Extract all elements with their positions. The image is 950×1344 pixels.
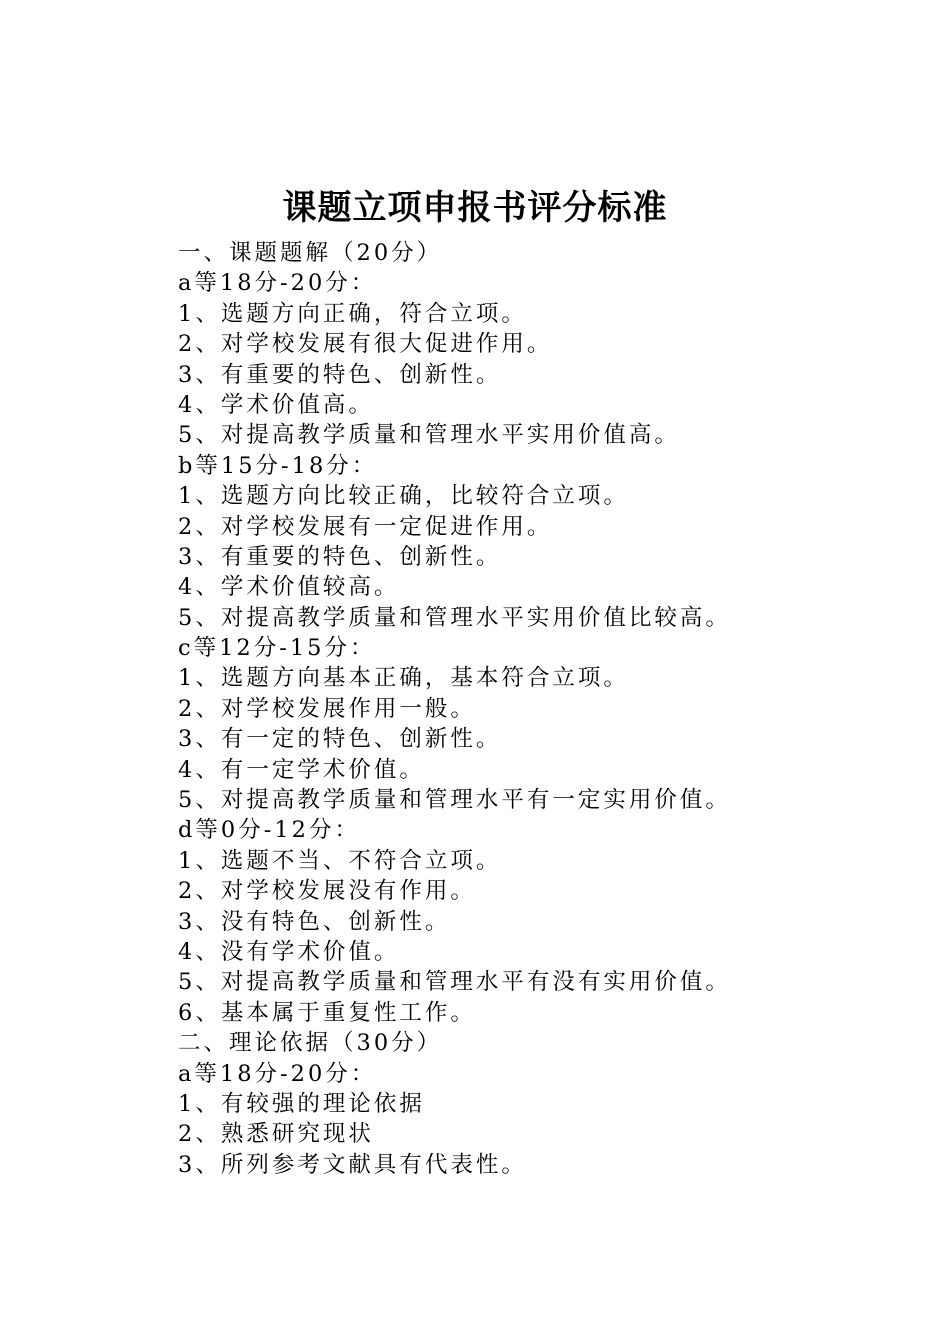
criterion-item: 1、选题方向比较正确，比较符合立项。 [178, 483, 629, 510]
document-body [178, 238, 918, 1180]
criterion-item: 2、对学校发展没有作用。 [178, 878, 476, 905]
criterion-item: 1、选题不当、不符合立项。 [178, 847, 502, 874]
criterion-item: 2、对学校发展有一定促进作用。 [178, 513, 553, 540]
criterion-item: 5、对提高教学质量和管理水平有一定实用价值。 [178, 787, 731, 814]
criterion-item: 4、学术价值较高。 [178, 574, 400, 601]
criterion-item: 3、没有特色、创新性。 [178, 908, 451, 935]
document-title: 课题立项申报书评分标准 [282, 188, 668, 228]
section-heading: 二、理论依据（30分） [178, 1030, 443, 1057]
criterion-item: 5、对提高教学质量和管理水平有没有实用价值。 [178, 969, 731, 996]
criterion-item: 1、选题方向正确，符合立项。 [178, 300, 527, 327]
criterion-item: 6、基本属于重复性工作。 [178, 999, 476, 1026]
grade-heading: a等18分-20分： [178, 270, 377, 297]
grade-heading: d等0分-12分： [178, 817, 360, 844]
criterion-item: 3、有重要的特色、创新性。 [178, 361, 502, 388]
criterion-item: 4、有一定学术价值。 [178, 756, 425, 783]
criterion-item: 3、所列参考文献具有代表性。 [178, 1151, 527, 1178]
criterion-item: 3、有一定的特色、创新性。 [178, 726, 502, 753]
criterion-item: 1、有较强的理论依据 [178, 1090, 425, 1117]
criterion-item: 1、选题方向基本正确，基本符合立项。 [178, 665, 629, 692]
criterion-item: 2、对学校发展有很大促进作用。 [178, 331, 553, 358]
grade-heading: c等12分-15分： [178, 635, 376, 662]
criterion-item: 4、没有学术价值。 [178, 938, 400, 965]
grade-heading: b等15分-18分： [178, 452, 378, 479]
grade-heading: a等18分-20分： [178, 1060, 377, 1087]
criterion-item: 3、有重要的特色、创新性。 [178, 543, 502, 570]
criterion-item: 2、对学校发展作用一般。 [178, 695, 476, 722]
section-heading: 一、课题题解（20分） [178, 240, 443, 266]
criterion-item: 5、对提高教学质量和管理水平实用价值比较高。 [178, 604, 731, 631]
criterion-item: 2、熟悉研究现状 [178, 1121, 374, 1148]
criterion-item: 5、对提高教学质量和管理水平实用价值高。 [178, 422, 680, 449]
criterion-item: 4、学术价值高。 [178, 391, 374, 418]
